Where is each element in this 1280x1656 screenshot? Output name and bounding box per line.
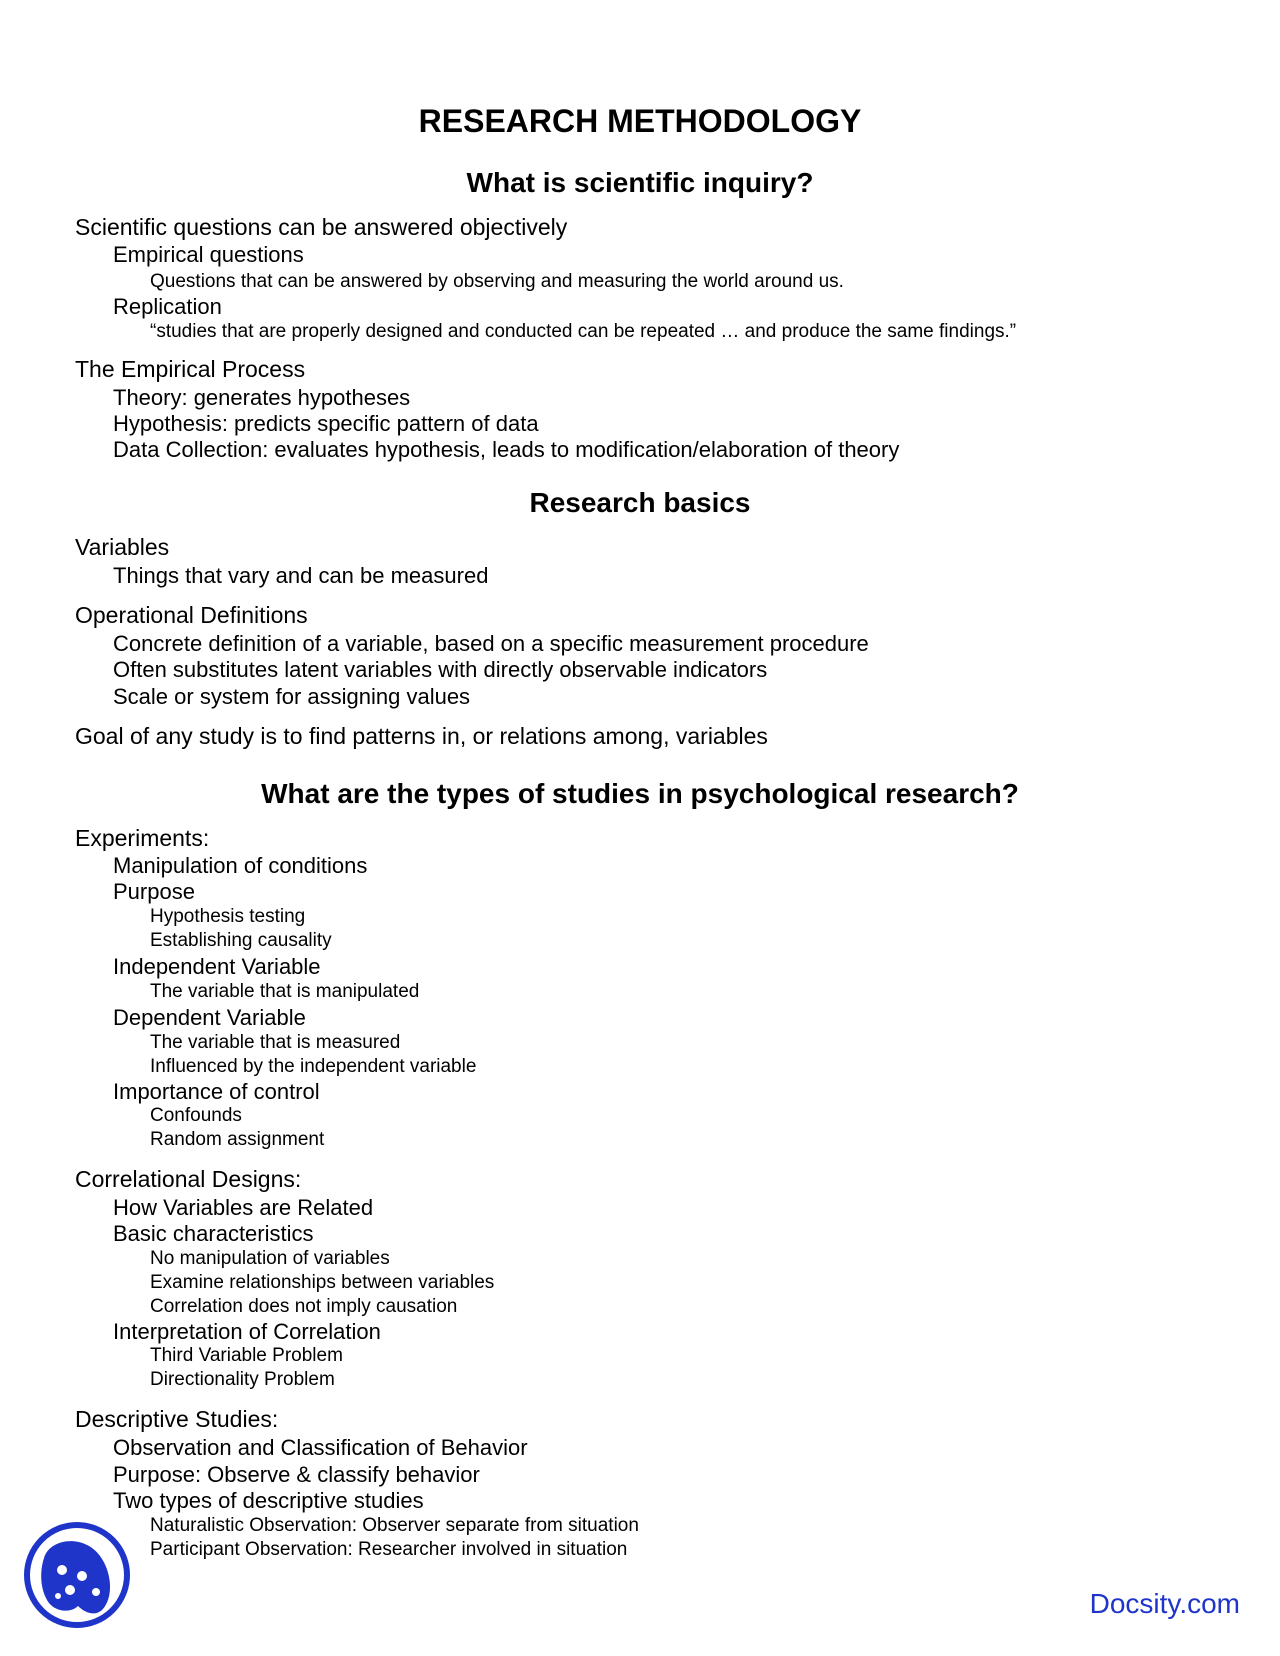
outline-item-level2: Empirical questions <box>113 242 304 267</box>
outline-item-level2: Two types of descriptive studies <box>113 1488 424 1513</box>
outline-item-level1: Scientific questions can be answered objectively <box>75 214 568 240</box>
section-heading-scientific-inquiry: What is scientific inquiry? <box>466 167 814 198</box>
outline-item-level2: Importance of control <box>113 1079 320 1104</box>
outline-item-level3: Hypothesis testing <box>150 906 306 927</box>
outline-item-level2: Purpose: Observe & classify behavior <box>113 1462 480 1487</box>
document-title: RESEARCH METHODOLOGY <box>418 103 862 139</box>
outline-item-level3: The variable that is manipulated <box>150 981 420 1002</box>
outline-item-level2: Manipulation of conditions <box>113 853 368 878</box>
outline-item-level2: Often substitutes latent variables with directly observable indicators <box>113 657 768 682</box>
outline-item-level2: Data Collection: evaluates hypothesis, leads to modification/elaboration of theory <box>113 437 900 462</box>
outline-item-level3: Naturalistic Observation: Observer separate from situation <box>150 1515 639 1536</box>
outline-item-level2: Concrete definition of a variable, based on a specific measurement procedure <box>113 631 869 656</box>
outline-item-level1: Goal of any study is to find patterns in, or relations among, variables <box>75 723 768 749</box>
outline-item-level1: Operational Definitions <box>75 602 308 628</box>
docsity-brand-link[interactable]: Docsity.com <box>1089 1588 1240 1619</box>
outline-item-level2: Observation and Classification of Behavior <box>113 1435 528 1460</box>
outline-item-level2: Independent Variable <box>113 954 321 979</box>
outline-item-level3: Participant Observation: Researcher involved in situation <box>150 1539 628 1560</box>
outline-item-level3: Confounds <box>150 1105 242 1126</box>
outline-item-level3: Random assignment <box>150 1129 325 1150</box>
outline-item-level2: Scale or system for assigning values <box>113 684 471 709</box>
section-heading-types-of-studies: What are the types of studies in psychological research? <box>261 778 1019 809</box>
section-heading-research-basics: Research basics <box>529 487 751 518</box>
outline-item-level3: Influenced by the independent variable <box>150 1056 477 1077</box>
outline-item-level3: Examine relationships between variables <box>150 1272 495 1293</box>
outline-item-level1: Descriptive Studies: <box>75 1406 279 1432</box>
outline-item-level1: Correlational Designs: <box>75 1166 302 1192</box>
outline-item-level3: Directionality Problem <box>150 1369 335 1390</box>
outline-item-level2: Dependent Variable <box>113 1005 306 1030</box>
outline-item-level1: The Empirical Process <box>75 356 306 382</box>
outline-item-level3: The variable that is measured <box>150 1032 401 1053</box>
outline-item-level3: Establishing causality <box>150 930 332 951</box>
outline-item-level2: Purpose <box>113 879 195 904</box>
outline-item-level3: “studies that are properly designed and conducted can be repeated … and produce the same findings.” <box>150 321 1017 342</box>
outline-item-level1: Variables <box>75 534 170 560</box>
docsity-logo-icon[interactable] <box>22 1520 132 1630</box>
outline-item-level2: Hypothesis: predicts specific pattern of data <box>113 411 539 436</box>
outline-item-level2: How Variables are Related <box>113 1195 374 1220</box>
outline-item-level1: Experiments: <box>75 825 210 851</box>
outline-item-level2: Basic characteristics <box>113 1221 314 1246</box>
outline-item-level2: Replication <box>113 294 222 319</box>
outline-item-level3: Correlation does not imply causation <box>150 1296 458 1317</box>
outline-item-level3: No manipulation of variables <box>150 1248 390 1269</box>
outline-item-level2: Theory: generates hypotheses <box>113 385 411 410</box>
outline-item-level3: Third Variable Problem <box>150 1345 343 1366</box>
outline-item-level2: Things that vary and can be measured <box>113 563 489 588</box>
outline-item-level2: Interpretation of Correlation <box>113 1319 381 1344</box>
outline-item-level3: Questions that can be answered by observing and measuring the world around us. <box>150 271 844 292</box>
